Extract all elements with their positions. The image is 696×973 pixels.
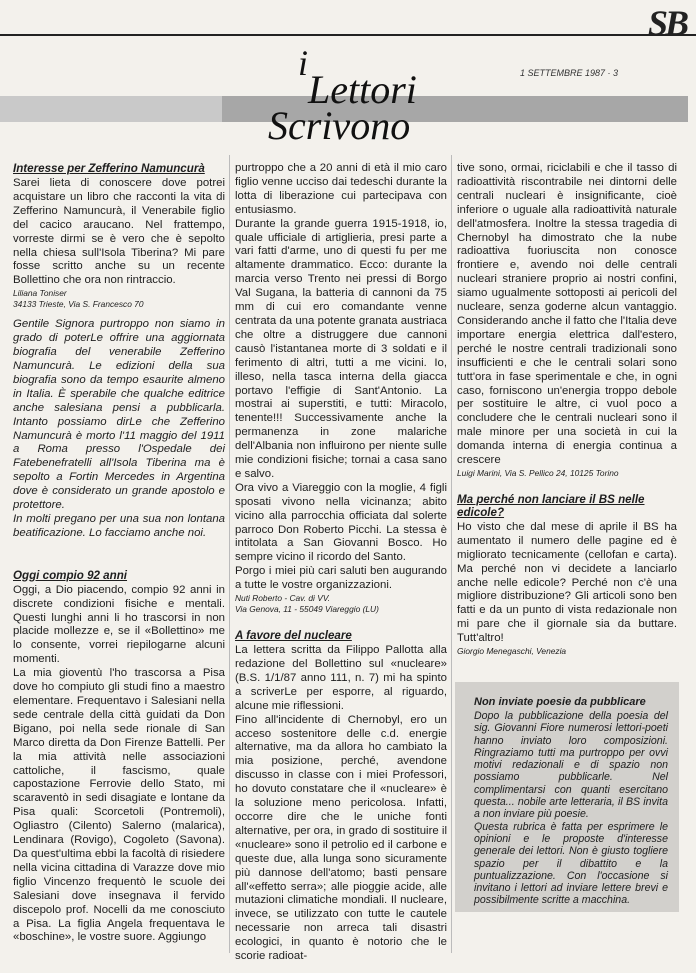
- article-body: Fino all'incidente di Chernobyl, ero un acceso sostenitore delle c.d. energie alternative, ma da allora ho cambiato la mia posizione, perché, avendone discusso in classe con i miei Professori, ho dovuto constatare che il «nucleare» è la soluzione meno pericolosa. Infatti, occorre dire che le uniche fonti alternative, per ora, in grado di sostituire il «nucleare» sono il petrolio ed il carbone e queste due, alla lunga sono sicuramente più dannose dell'atomo; basti pensare all'«effetto serra»; alle pioggie acide, alle mutazioni climatiche mondiali. Il nucleare, invece, se utilizzato con tutte le cautele necessarie non arreca tali disastri ecologici, in quanto è notorio che le scorie radioat-: [235, 713, 447, 963]
- article-body: Oggi, a Dio piacendo, compio 92 anni in discrete condizioni fisiche e mentali. Questi lunghi anni li ho trascorsi in non placide mollezze e, se il «Bollettino» me lo consente, vorrei riepilogarne alcuni momenti.: [13, 583, 225, 666]
- address: Via Genova, 11 - 55049 Viareggio (LU): [235, 604, 379, 615]
- masthead-i: i: [298, 43, 309, 83]
- article-body: La lettera scritta da Filippo Pallotta alla redazione del Bollettino sul «nucleare» (B.S. 1/1/87 anno 111, n. 7) mi ha spinto a scriverLe per esporre, al riguardo, alcune mie riflessioni.: [235, 644, 447, 712]
- signature: Liliana Toniser: [13, 288, 67, 299]
- article-body: Sarei lieta di conoscere dove potrei acquistare un libro che racconti la vita di Zefferino Namuncurà, il Venerabile figlio del cacico araucano. Nel frattempo, vorreste dirmi se è vero che è sepolto nella chiesa sull'Isola Tiberina? Mi pare fosse scritto anche su un recente Bollettino che ora non rintraccio.: [13, 177, 225, 287]
- article-body: Ho visto che dal mese di aprile il BS ha aumentato il numero delle pagine ed è migliorato tecnicamente (cellofan e carta). Ma perché non vi decidete a lanciarlo anche nelle edicole? Perché non c'è una migliore distribuzione? Gli articoli sono ben fatti e da un punto di vista redazionale non mi pare che il giornale sia da buttare. Tutt'altro!: [457, 520, 677, 645]
- column-divider: [229, 155, 230, 953]
- article-title: Ma perché non lanciare il BS nelle edicole?: [457, 492, 645, 519]
- editor-reply: In molti pregano per una sua non lontana beatificazione. Lo facciamo anche noi.: [13, 512, 225, 539]
- header-band-left: [0, 96, 222, 122]
- column-divider: [451, 155, 452, 953]
- issue-date: 1 SETTEMBRE 1987 · 3: [520, 68, 619, 78]
- notice-text: Dopo la pubblicazione della poesia del sig. Giovanni Fiore numerosi lettori-poeti hanno inviato loro composizioni. Ringraziamo tutti ma purtroppo per ovvi motivi redazionali e di spazio non possiamo pubblicarle. Nel complimentarsi con quanti esercitano questa... nobile arte letteraria, il BS invita a non inviare più poesie.: [474, 710, 668, 821]
- article-body: purtroppo che a 20 anni di età il mio caro figlio venne ucciso dai tedeschi durante la lotta di liberazione cui partecipava con entusiasmo.: [235, 162, 447, 216]
- editorial-notice-box: [455, 682, 679, 912]
- masthead-scrivono: Scrivono: [268, 103, 411, 148]
- article-body: Porgo i miei più cari saluti ben augurando a tutte le vostre organizzazioni.: [235, 565, 447, 592]
- editor-reply: Gentile Signora purtroppo non siamo in grado di poterLe offrire una aggiornata biografia del venerabile Zefferino Namuncurà. Le edizioni della sua biografia sono da tempo esaurite almeno in Italia. È sperabile che qualche editrice anche salesiana pensi a pubblicarla. Intanto possiamo dirLe che Zefferino Namuncurà è morto l'11 maggio del 1911 a Roma presso l'Ospedale dei Fatebenefratelli all'Isola Tiberina ma è sepolto a Fortin Mercedes in Argentina dove è considerato un grande apostolo e protettore.: [13, 318, 225, 512]
- signature: Giorgio Menegaschi, Venezia: [457, 646, 567, 657]
- article-body: La mia gioventù l'ho trascorsa a Pisa dove ho compiuto gli studi fino a maestro elementare. Frequentavo i Salesiani nella sede centrale della città guidati da Don Bigano, poi nella sede rionale di San Marco diretta da Don Firenze Battelli. Per la mia attività nelle associazioni cattoliche, il fascismo, quale capostazione Ferrovie dello Stato, mi scaraventò in sedi disagiate e lontane da Pisa quali: Scorcetoli (Pontremoli), Ogliastro (Cilento) Salerno (malarica), Lendinara (Rovigo), Cogoleto (Savona). Da quest'ultima ebbi la facoltà di risiedere nella vicina cittadina di Varazze dove mio figlio Vincenzo frequentò le scuole dei Salesiani dove insegnava il fervido discepolo prof. Nocelli da me conosciuto a Pisa. La figlia Angela frequentava le «boschine», le vostre suore. Aggiungo: [13, 667, 225, 944]
- article-body: Ora vivo a Viareggio con la moglie, 4 figli sposati vivono nella vicinanza; abito vicino alla parrocchia officiata dal solerte parroco Don Roberto Picchi. La stessa è intitolata a San Giovanni Bosco. Ho sempre vicino il ricordo del Santo.: [235, 481, 447, 564]
- column-2: [235, 162, 447, 964]
- article-title: A favore del nucleare: [235, 629, 352, 643]
- article-title: Interesse per Zefferino Namuncurà: [13, 162, 205, 175]
- masthead-lettori: Lettori: [308, 67, 417, 112]
- address: 34133 Trieste, Via S. Francesco 70: [13, 299, 144, 310]
- sb-logo: SB: [647, 3, 686, 43]
- signature: Luigi Marini, Via S. Pellico 24, 10125 Torino: [457, 467, 619, 478]
- column-3: [457, 162, 677, 657]
- article-title: Oggi compio 92 anni: [13, 568, 128, 582]
- header-rule: [0, 34, 696, 36]
- article-body: tive sono, ormai, riciclabili e che il tasso di radioattività riscontrabile nei dintorni delle centrali nucleari è insignificante, cioè inferiore o uguale alla radioattività naturale dell'atmosfera. Inoltre la stessa tragedia di Chernobyl ha dimostrato che la nube radioattiva fuoriuscita non conosce frontiere e, avendo noi delle centrali nucleari straniere proprio ai nostri confini, siamo ugualmente sottoposti ai pericoli del nucleare, senza goderne alcun vantaggio. Considerando anche il fatto che l'Italia deve importare energia elettrica dall'estero, perché le nostre centrali tradizionali sono insufficienti e che le centrali solari sono tutt'ora in fase sperimentale e che, in ogni caso, forniscono un'energia troppo debole per sostituire le altre, ci vuol poco a concludere che le centrali nucleari sono il male minore per una società in cui la domanda interna di energia continua a crescere: [457, 162, 678, 467]
- signature: Nuti Roberto - Cav. di VV.: [235, 593, 331, 604]
- article-body: Durante la grande guerra 1915-1918, io, quale ufficiale di artiglieria, presi parte a vari fatti d'arme, uno di questi fu per me altamente drammatico. Ecco: durante la marcia verso Trento nei pressi di Borgo Val Sugana, la batteria di cannoni da 75 mm di cui ero comandante venne centrata da una potente granata austriaca che oltre a distruggere due cannoni causò l'istantanea morte di 3 soldati e il ferimento di altri, tutti a me vicini. Io, illeso, nella tasca interna della giacca portavo l'effigie di Sant'Antonio. La mostrai ai superstiti, e tutti: Miracolo, tenente!!! Successivamente anche la permanenza in zone malariche dell'Albania non influirono per niente sulle mie condizioni fisiche; tornai a casa sano e salvo.: [235, 217, 447, 480]
- notice-title: Non inviate poesie da pubblicare: [474, 696, 646, 708]
- notice-text: Questa rubrica è fatta per esprimere le opinioni e le proposte d'interesse generale dei lettori. Non è giusto togliere spazio per il dibattito e la puntualizzazione. Con l'occasione si invitano i lettori ad inviare lettere brevi e possibilmente scritte a macchina.: [474, 820, 668, 907]
- column-1: [13, 162, 225, 945]
